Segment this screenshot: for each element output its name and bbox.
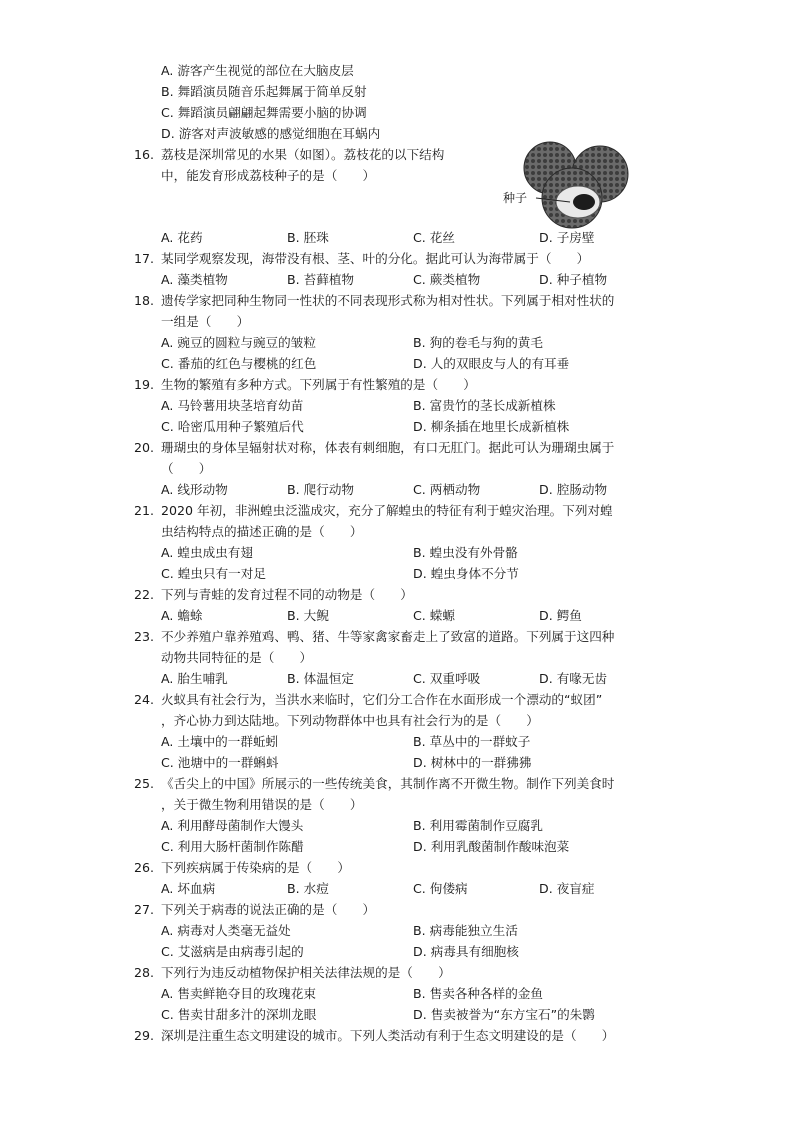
q18-stem-line-2: 一组是（ ） [161,314,250,329]
q18-option-b: B. 狗的卷毛与狗的黄毛 [413,335,543,350]
q26-option-c: C. 佝偻病 [413,881,468,896]
q27-option-c: C. 艾滋病是由病毒引起的 [161,944,304,959]
q22-option-b: B. 大鲵 [287,608,329,623]
q24-stem-line-2: ，齐心协力到达陆地。下列动物群体中也具有社会行为的是（ ） [161,713,539,728]
q18-option-d: D. 人的双眼皮与人的有耳垂 [413,356,570,371]
q22-option-a: A. 蟾蜍 [161,608,203,623]
q27-option-a: A. 病毒对人类毫无益处 [161,923,291,938]
q28-option-a: A. 售卖鲜艳夺目的玫瑰花束 [161,986,316,1001]
q16-option-b: B. 胚珠 [287,230,329,245]
q23-option-a: A. 胎生哺乳 [161,671,228,686]
q25-number: 25. [133,776,154,791]
q15-option-d: D. 游客对声波敏感的感觉细胞在耳蜗内 [161,126,381,141]
q21-number: 21. [133,503,154,518]
q24-option-a: A. 土壤中的一群蚯蚓 [161,734,279,749]
q19-option-a: A. 马铃薯用块茎培育幼苗 [161,398,304,413]
q25-stem-line-1: 《舌尖上的中国》所展示的一些传统美食，其制作离不开微生物。制作下列美食时 [161,776,615,791]
q20-stem-line-1: 珊瑚虫的身体呈辐射状对称，体表有刺细胞，有口无肛门。据此可认为珊瑚虫属于 [161,440,615,455]
q22-stem-line-1: 下列与青蛙的发育过程不同的动物是（ ） [161,587,413,602]
q21-stem-line-2: 虫结构特点的描述正确的是（ ） [161,524,363,539]
q22-option-d: D. 鳄鱼 [539,608,582,623]
q19-option-c: C. 哈密瓜用种子繁殖后代 [161,419,304,434]
q20-number: 20. [133,440,154,455]
q17-option-c: C. 蕨类植物 [413,272,481,287]
q23-option-c: C. 双重呼吸 [413,671,481,686]
q24-stem-line-1: 火蚁具有社会行为，当洪水来临时，它们分工合作在水面形成一个漂动的“蚁团” [161,692,603,707]
litchi-seed [573,194,595,210]
q27-stem-line-1: 下列关于病毒的说法正确的是（ ） [161,902,376,917]
q21-stem-line-1: 2020 年初，非洲蝗虫泛滥成灾，充分了解蝗虫的特征有利于蝗灾治理。下列对蝗 [161,503,613,518]
q20-option-c: C. 两栖动物 [413,482,481,497]
q21-option-b: B. 蝗虫没有外骨骼 [413,545,518,560]
q27-option-d: D. 病毒具有细胞核 [413,944,519,959]
q22-option-c: C. 蝾螈 [413,608,455,623]
q19-option-d: D. 柳条插在地里长成新植株 [413,419,570,434]
q26-option-d: D. 夜盲症 [539,881,595,896]
seed-figure-label: 种子 [503,191,528,205]
q24-option-d: D. 树林中的一群狒狒 [413,755,532,770]
q19-option-b: B. 富贵竹的茎长成新植株 [413,398,556,413]
q23-stem-line-1: 不少养殖户靠养殖鸡、鸭、猪、牛等家禽家畜走上了致富的道路。下列属于这四种 [161,629,615,644]
q26-stem-line-1: 下列疾病属于传染病的是（ ） [161,860,350,875]
q21-option-d: D. 蝗虫身体不分节 [413,566,519,581]
q20-option-b: B. 爬行动物 [287,482,355,497]
q28-option-b: B. 售卖各种各样的金鱼 [413,986,543,1001]
q24-number: 24. [133,692,154,707]
q20-stem-line-2: （ ） [161,461,212,476]
q25-option-b: B. 利用霉菌制作豆腐乳 [413,818,543,833]
q28-number: 28. [133,965,154,980]
q16-option-a: A. 花药 [161,230,203,245]
q21-option-c: C. 蝗虫只有一对足 [161,566,266,581]
q18-number: 18. [133,293,154,308]
q17-option-b: B. 苔藓植物 [287,272,355,287]
q16-stem-line-1: 荔枝是深圳常见的水果（如图）。荔枝花的以下结构 [161,147,445,162]
q26-number: 26. [133,860,154,875]
q19-stem-line-1: 生物的繁殖有多种方式。下列属于有性繁殖的是（ ） [161,377,476,392]
q17-option-a: A. 藻类植物 [161,272,228,287]
q24-option-c: C. 池塘中的一群蝌蚪 [161,755,279,770]
q20-option-d: D. 腔肠动物 [539,482,608,497]
q26-option-b: B. 水痘 [287,881,329,896]
q18-stem-line-1: 遗传学家把同种生物同一性状的不同表现形式称为相对性状。下列属于相对性状的 [161,293,615,308]
q20-option-a: A. 线形动物 [161,482,228,497]
q27-number: 27. [133,902,154,917]
q16-option-d: D. 子房壁 [539,230,595,245]
q16-number: 16. [133,147,154,162]
q25-option-d: D. 利用乳酸菌制作酸味泡菜 [413,839,570,854]
q26-option-a: A. 坏血病 [161,881,216,896]
q23-option-d: D. 有喙无齿 [539,671,608,686]
q23-option-b: B. 体温恒定 [287,671,355,686]
q28-option-d: D. 售卖被誉为“东方宝石”的朱鹮 [413,1007,595,1022]
q25-stem-line-2: ，关于微生物利用错误的是（ ） [161,797,363,812]
q28-option-c: C. 售卖甘甜多汁的深圳龙眼 [161,1007,317,1022]
q17-stem-line-1: 某同学观察发现，海带没有根、茎、叶的分化。据此可认为海带属于（ ） [161,251,590,266]
q15-option-a: A. 游客产生视觉的部位在大脑皮层 [161,63,354,78]
q18-option-a: A. 豌豆的圆粒与豌豆的皱粒 [161,335,316,350]
q21-option-a: A. 蝗虫成虫有翅 [161,545,253,560]
q24-option-b: B. 草丛中的一群蚊子 [413,734,531,749]
q27-option-b: B. 病毒能独立生活 [413,923,518,938]
q25-option-a: A. 利用酵母菌制作大馒头 [161,818,304,833]
q23-stem-line-2: 动物共同特征的是（ ） [161,650,313,665]
q17-option-d: D. 种子植物 [539,272,608,287]
q16-option-c: C. 花丝 [413,230,455,245]
q22-number: 22. [133,587,154,602]
q19-number: 19. [133,377,154,392]
q29-number: 29. [133,1028,154,1043]
q25-option-c: C. 利用大肠杆菌制作陈醋 [161,839,304,854]
q17-number: 17. [133,251,154,266]
q23-number: 23. [133,629,154,644]
q18-option-c: C. 番茄的红色与樱桃的红色 [161,356,317,371]
q16-stem-line-2: 中，能发育形成荔枝种子的是（ ） [161,168,376,183]
q15-option-c: C. 舞蹈演员翩翩起舞需要小脑的协调 [161,105,367,120]
q15-option-b: B. 舞蹈演员随音乐起舞属于简单反射 [161,84,367,99]
q28-stem-line-1: 下列行为违反动植物保护相关法律法规的是（ ） [161,965,451,980]
q29-stem-line-1: 深圳是注重生态文明建设的城市。下列人类活动有利于生态文明建设的是（ ） [161,1028,615,1043]
